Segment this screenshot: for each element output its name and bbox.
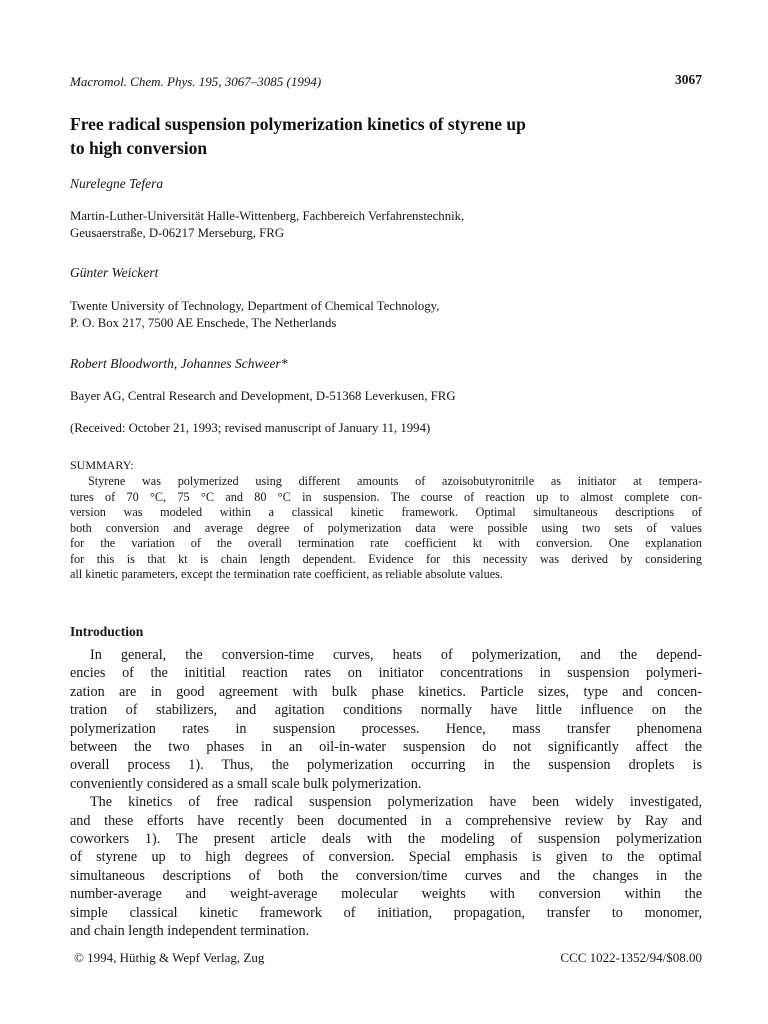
summary-heading: SUMMARY: — [70, 458, 134, 472]
title-line: Free radical suspension polymerization kinetics of styrene up — [70, 114, 526, 134]
summary-line: both conversion and average degree of polymerization data were possible using two sets of values — [70, 520, 702, 535]
summary-line: for the variation of the overall termination rate coefficient kt with conversion. One explanation — [70, 536, 702, 550]
summary-line: version was modeled within a classical kinetic framework. Optimal simultaneous descriptions of — [70, 505, 702, 519]
summary-line: Styrene was polymerized using different amounts of azoisobutyronitrile as initiator at tempera- — [88, 474, 702, 488]
body-line: zation are in good agreement with bulk phase kinetics. Particle sizes, type and concen- — [70, 683, 702, 700]
summary-line: tures of 70 °C, 75 °C and 80 °C in suspension. The course of reaction up to almost complete con- — [70, 489, 702, 504]
author-name: Günter Weickert — [70, 265, 159, 280]
author-affiliation — [70, 208, 464, 242]
body-line: number-average and weight-average molecular weights with conversion within the — [70, 886, 702, 903]
introduction-text — [70, 646, 702, 941]
body-line: overall process 1). Thus, the polymerization occurring in the suspension droplets is — [70, 757, 702, 774]
body-line: simple classical kinetic framework of initiation, propagation, transfer to monomer, — [70, 904, 702, 921]
copyright-notice: © 1994, Hüthig & Wepf Verlag, Zug — [74, 950, 265, 965]
title-line: to high conversion — [70, 138, 208, 158]
author-affiliation — [70, 388, 456, 405]
body-line: and chain length independent termination. — [70, 923, 310, 940]
article-title — [70, 112, 710, 160]
author-name: Robert Bloodworth, Johannes Schweer* — [70, 356, 288, 371]
summary-line: all kinetic parameters, except the termination rate coefficient, as reliable absolute values. — [70, 567, 503, 581]
summary-text — [70, 474, 702, 583]
affiliation-line: P. O. Box 217, 7500 AE Enschede, The Netherlands — [70, 316, 337, 330]
body-line: between the two phases in an oil-in-water suspension do not significantly affect the — [70, 739, 702, 756]
affiliation-line: Geusaerstraße, D-06217 Merseburg, FRG — [70, 226, 285, 240]
affiliation-line: Martin-Luther-Universität Halle-Wittenberg, Fachbereich Verfahrenstechnik, — [70, 209, 465, 223]
body-line: simultaneous descriptions of both the conversion/time curves and the changes in the — [70, 867, 702, 884]
page-number: 3067 — [675, 72, 702, 87]
journal-citation: Macromol. Chem. Phys. 195, 3067–3085 (1994) — [70, 74, 322, 89]
author-name: Nurelegne Tefera — [70, 176, 164, 191]
body-line: and these efforts have recently been documented in a comprehensive review by Ray and — [70, 812, 702, 829]
affiliation-line: Bayer AG, Central Research and Development, D-51368 Leverkusen, FRG — [70, 389, 456, 403]
body-line: coworkers 1). The present article deals with the modeling of suspension polymerization — [70, 831, 702, 848]
ccc-code: CCC 1022-1352/94/$08.00 — [560, 950, 702, 965]
section-heading-introduction: Introduction — [70, 624, 144, 639]
body-line: The kinetics of free radical suspension polymerization have been widely investigated, — [90, 794, 702, 811]
author-affiliation — [70, 298, 439, 332]
summary-line: for this is that kt is chain length dependent. Evidence for this necessity was derived by considering — [70, 551, 702, 566]
body-line: polymerization rates in suspension processes. Hence, mass transfer phenomena — [70, 720, 702, 737]
body-line: conveniently considered as a small scale bulk polymerization. — [70, 775, 422, 792]
body-line: encies of the inititial reaction rates on initiator concentrations in suspension polymeri- — [70, 665, 702, 682]
received-dates: (Received: October 21, 1993; revised manuscript of January 11, 1994) — [70, 421, 431, 435]
body-line: of styrene up to high degrees of conversion. Special emphasis is given to the optimal — [70, 849, 702, 866]
body-line: In general, the conversion-time curves, heats of polymerization, and the depend- — [90, 647, 702, 663]
affiliation-line: Twente University of Technology, Department of Chemical Technology, — [70, 299, 440, 313]
body-line: tration of stabilizers, and agitation conditions normally have little influence on the — [70, 702, 702, 719]
